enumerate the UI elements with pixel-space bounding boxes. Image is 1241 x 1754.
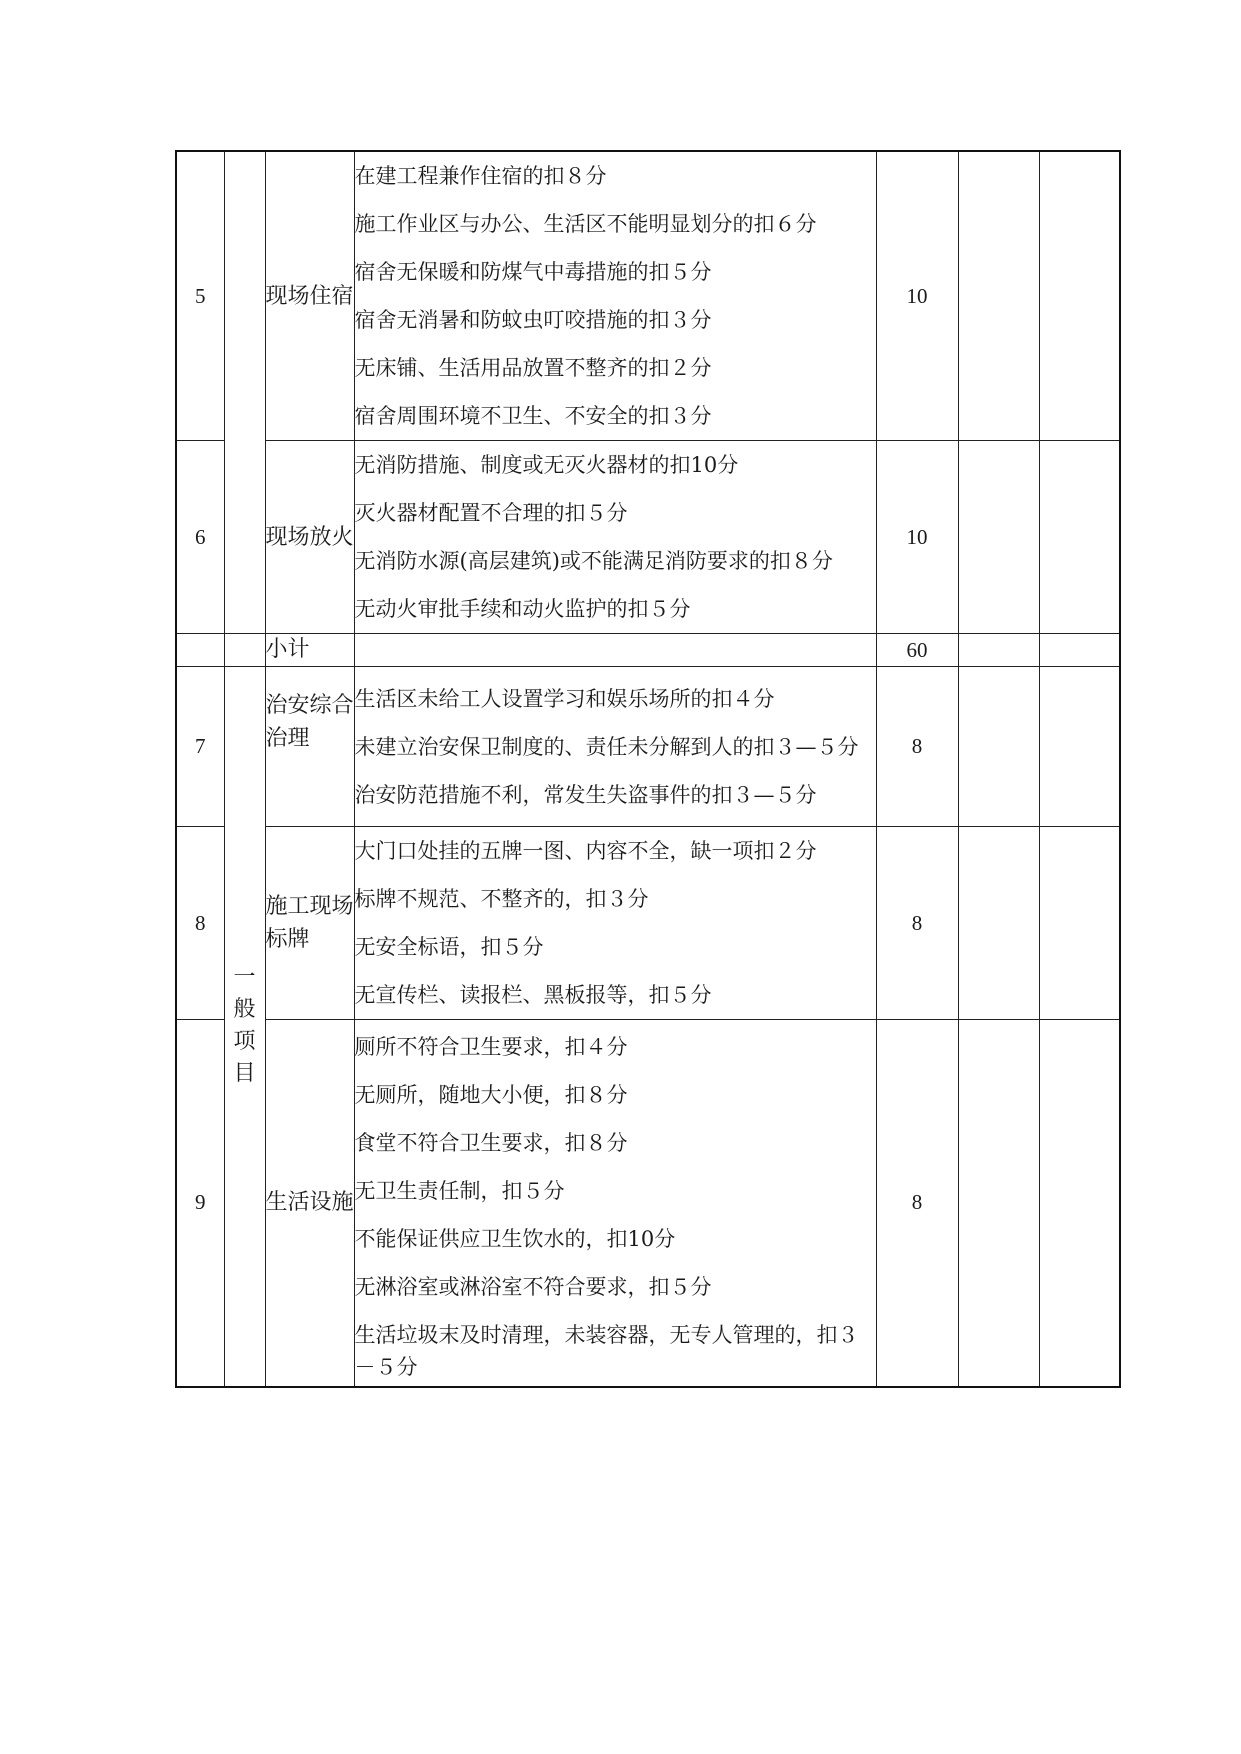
row-number: 7 [176,667,224,827]
full-score: 8 [876,667,958,827]
full-score: 10 [876,151,958,441]
criterion: 无卫生责任制，扣５分 [354,1178,565,1203]
actual-score-cell [1039,827,1120,1020]
deduction-cell [958,441,1039,634]
criterion: 厕所不符合卫生要求，扣４分 [354,1034,628,1059]
item-name: 现场放火 [265,441,354,634]
criteria-cell [354,441,876,634]
deduction-cell [958,1020,1039,1387]
actual-score-cell [1039,441,1120,634]
table-row [176,441,1120,634]
criterion: 宿舍无保暖和防煤气中毒措施的扣５分 [354,260,712,284]
actual-score-cell [1039,667,1120,827]
empty-cell [224,634,265,667]
criterion: 施工作业区与办公、生活区不能明显划分的扣６分 [354,212,817,236]
category-cell-top [224,151,265,634]
criterion: 未建立治安保卫制度的、责任未分解到人的扣３—５分 [354,734,859,759]
empty-cell [176,634,224,667]
full-score: 8 [876,827,958,1020]
criteria-cell [354,667,876,827]
table-row [176,151,1120,441]
criterion: 宿舍无消暑和防蚊虫叮咬措施的扣３分 [354,308,712,332]
criterion: 无消防水源(高层建筑)或不能满足消防要求的扣８分 [354,549,833,573]
item-name: 施工现场标牌 [265,827,354,1020]
criterion: 无宣传栏、读报栏、黑板报等，扣５分 [354,983,712,1007]
subtotal-score: 60 [876,634,958,667]
actual-score-cell [1039,151,1120,441]
row-number: 8 [176,827,224,1020]
criterion: 宿舍周围环境不卫生、不安全的扣３分 [354,404,712,428]
subtotal-row [176,634,1120,667]
inspection-table [175,150,1121,1388]
criterion: 无淋浴室或淋浴室不符合要求，扣５分 [354,1274,712,1299]
criterion: 生活垃圾末及时清理，未装容器，无专人管理的，扣３－５分 [354,1322,859,1379]
criterion: 标牌不规范、不整齐的，扣３分 [354,887,649,911]
criterion: 无厕所，随地大小便，扣８分 [354,1082,628,1107]
table-row [176,827,1120,1020]
criterion: 无安全标语，扣５分 [354,935,544,959]
category-cell [224,667,265,1387]
criterion: 灭火器材配置不合理的扣５分 [354,501,628,525]
criteria-cell [354,151,876,441]
empty-cell [958,634,1039,667]
subtotal-label: 小计 [265,634,354,667]
criterion: 治安防范措施不利，常发生失盗事件的扣３—５分 [354,782,817,807]
criterion: 不能保证供应卫生饮水的，扣10分 [354,1226,676,1251]
deduction-cell [958,827,1039,1020]
criterion: 无消防措施、制度或无灭火器材的扣10分 [354,453,739,477]
row-number: 9 [176,1020,224,1387]
criterion: 生活区未给工人设置学习和娱乐场所的扣４分 [354,686,775,711]
item-name: 治安综合治理 [265,667,354,827]
actual-score-cell [1039,1020,1120,1387]
deduction-cell [958,151,1039,441]
item-name: 现场住宿 [265,151,354,441]
criterion: 无床铺、生活用品放置不整齐的扣２分 [354,356,712,380]
table-row [176,1020,1120,1387]
row-number: 6 [176,441,224,634]
full-score: 8 [876,1020,958,1387]
deduction-cell [958,667,1039,827]
category-label: 一般项目 [233,965,256,1087]
empty-cell [354,634,876,667]
criterion: 无动火审批手续和动火监护的扣５分 [354,597,691,621]
criteria-cell [354,1020,876,1387]
item-name: 生活设施 [265,1020,354,1387]
table-row [176,667,1120,827]
criterion: 食堂不符合卫生要求，扣８分 [354,1130,628,1155]
full-score: 10 [876,441,958,634]
criteria-cell [354,827,876,1020]
criterion: 在建工程兼作住宿的扣８分 [354,164,607,188]
empty-cell [1039,634,1120,667]
criterion: 大门口处挂的五牌一图、内容不全，缺一项扣２分 [354,839,817,863]
row-number: 5 [176,151,224,441]
